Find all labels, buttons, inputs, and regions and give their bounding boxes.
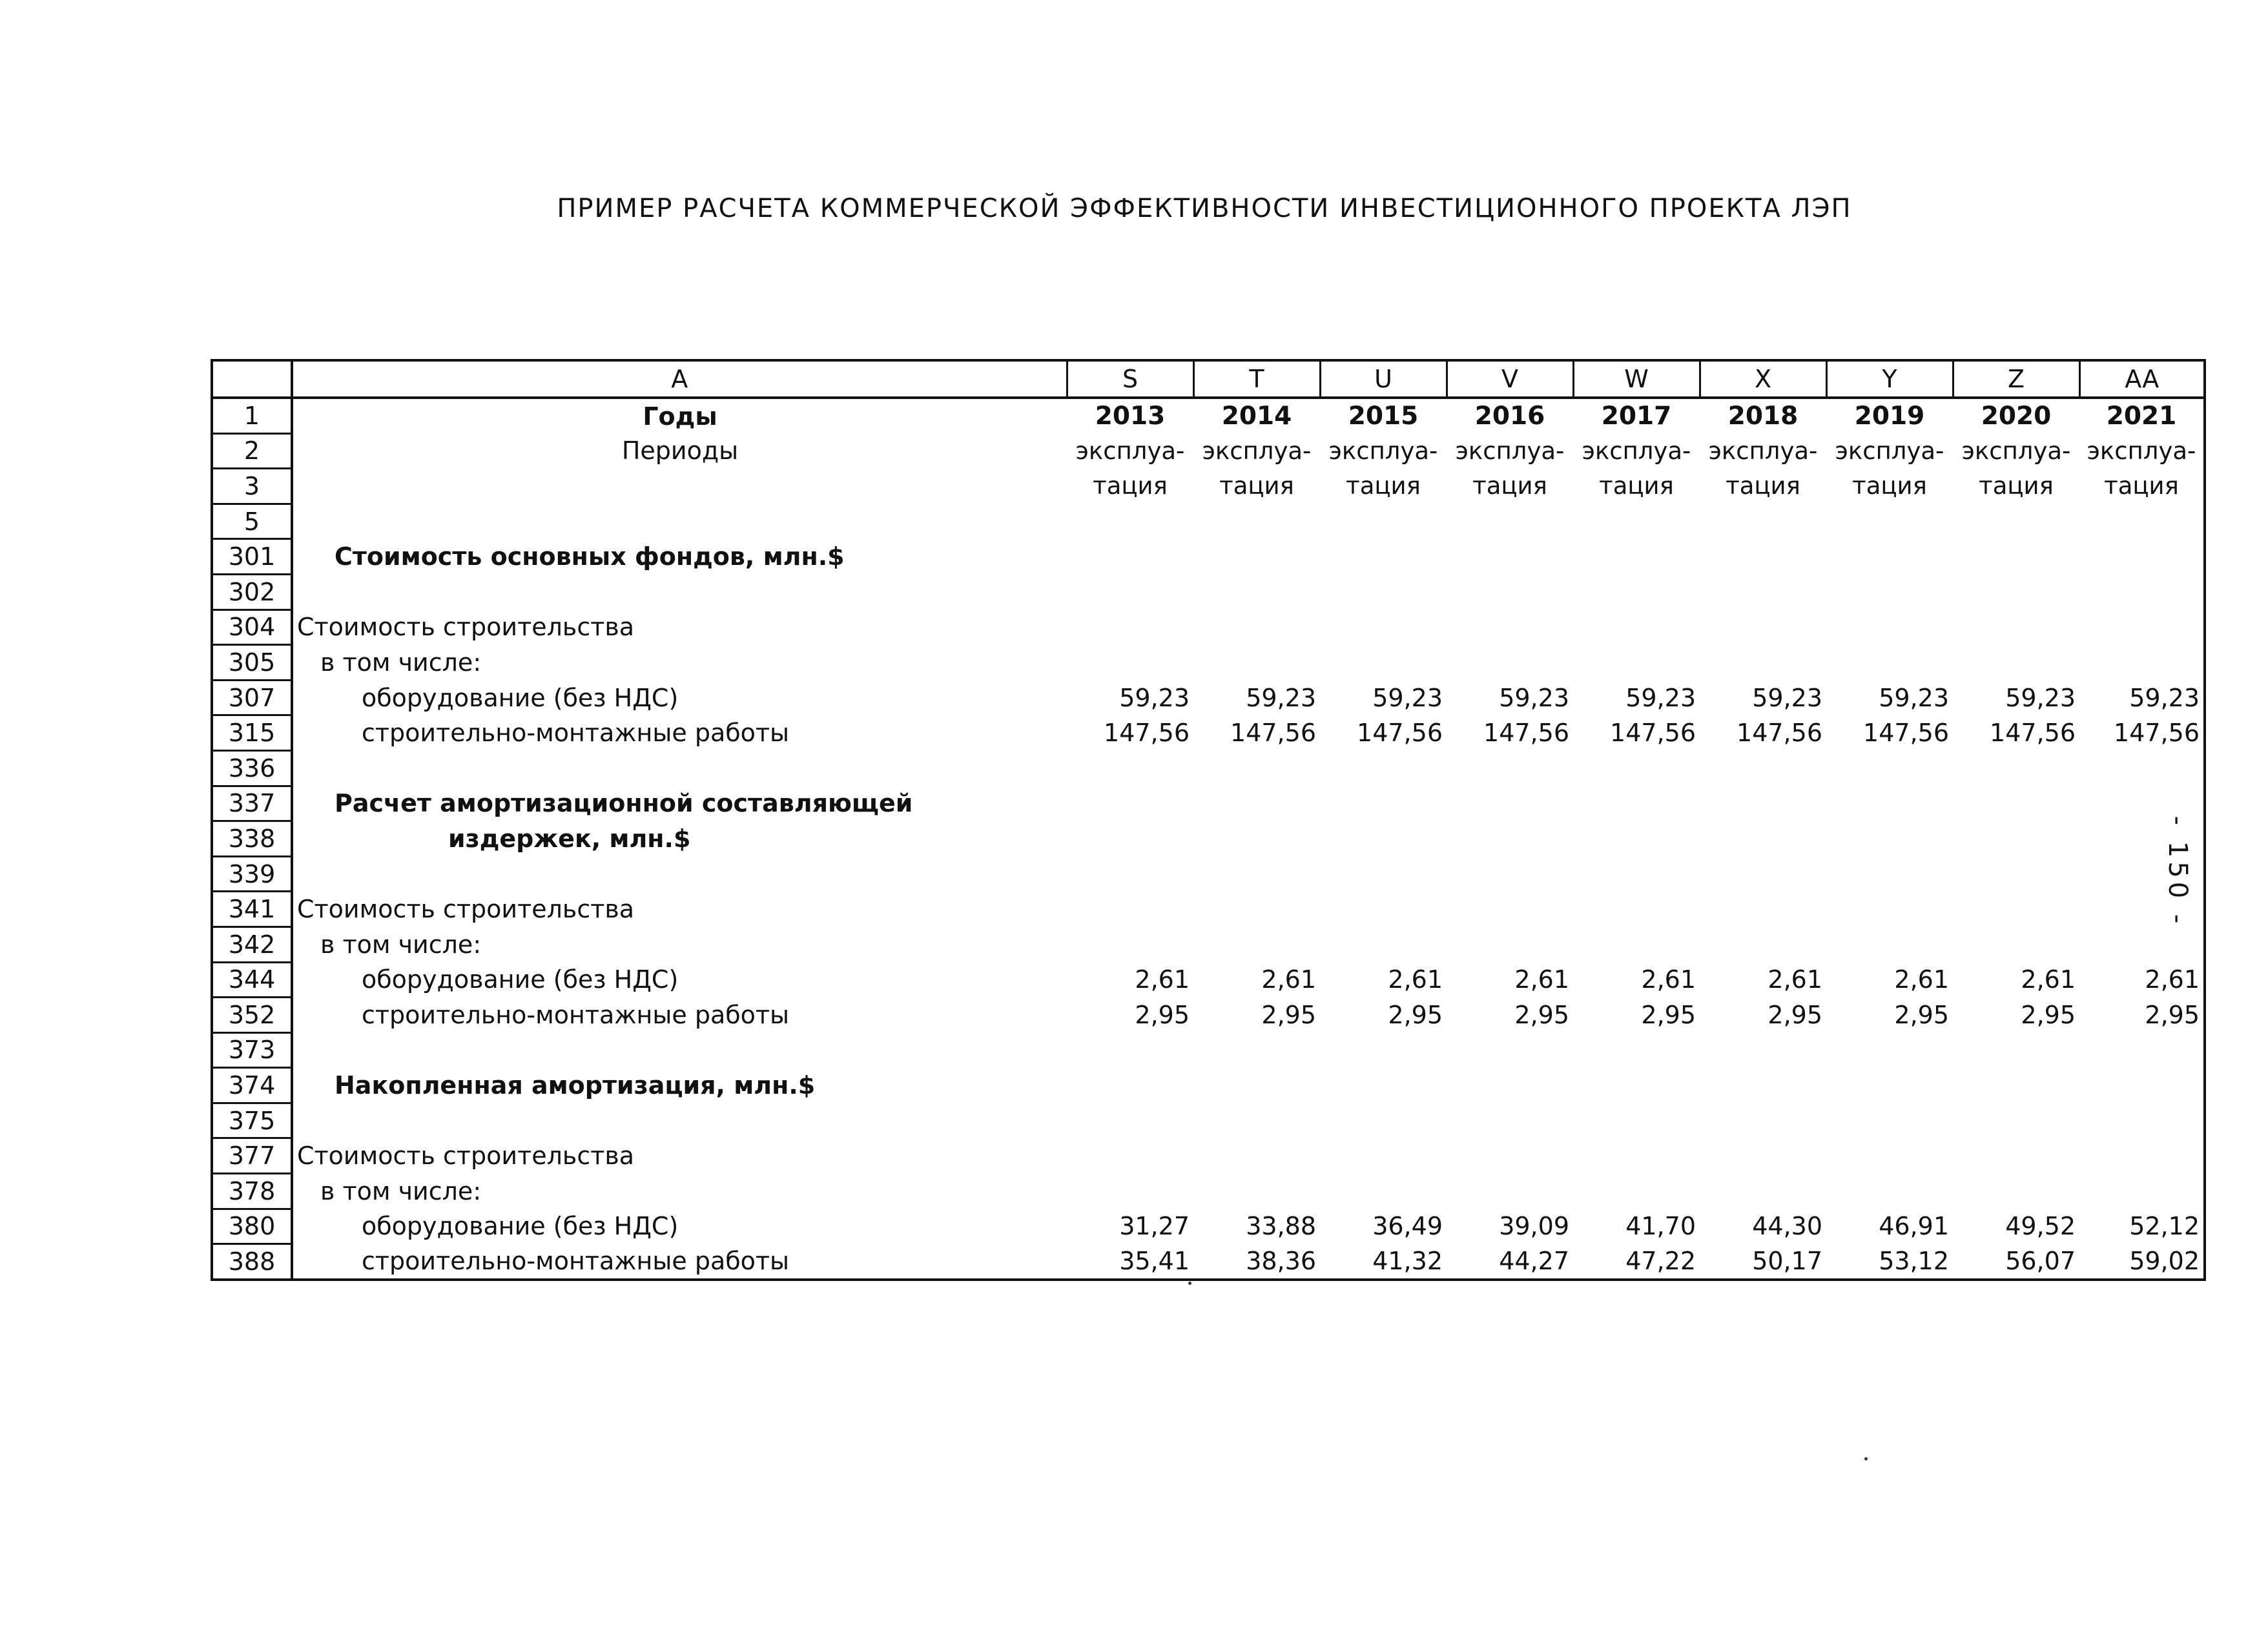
empty-cell xyxy=(1067,1174,2079,1209)
empty-cell xyxy=(1067,1138,2079,1174)
period-cell: тация xyxy=(1979,472,2054,500)
empty-cell xyxy=(292,574,2079,609)
row-label: Стоимость строительства xyxy=(297,895,635,924)
row-number: 338 xyxy=(212,821,292,857)
row-label: оборудование (без НДС) xyxy=(362,965,679,994)
empty-cell xyxy=(292,1103,2079,1138)
row-number: 315 xyxy=(212,715,292,751)
year-cell: 2021 xyxy=(2079,398,2205,433)
empty-cell xyxy=(2079,1032,2205,1068)
period-cell: эксплуа- xyxy=(1202,436,1312,465)
empty-cell xyxy=(1067,821,2079,857)
table-row xyxy=(212,962,2205,998)
value-cell: 2,95 xyxy=(1641,1000,1696,1029)
value-cell: 2,95 xyxy=(1514,1000,1569,1029)
value-cell: 147,56 xyxy=(1610,719,1696,748)
row-label: в том числе: xyxy=(320,1176,482,1205)
value-cell: 2,61 xyxy=(1894,965,1949,994)
value-cell: 2,95 xyxy=(1261,1000,1316,1029)
value-cell: 44,27 xyxy=(1447,1244,1573,1280)
period-cell: тация xyxy=(1219,472,1294,500)
table-row xyxy=(212,645,2205,681)
row-number: 307 xyxy=(212,680,292,715)
empty-cell xyxy=(2079,504,2205,539)
value-cell: 147,56 xyxy=(2079,715,2205,751)
period-cell: эксплуа- xyxy=(2079,433,2205,469)
empty-cell xyxy=(2079,892,2205,927)
column-header: AA xyxy=(2079,360,2205,398)
period-cell: тация xyxy=(1093,472,1168,500)
table-row xyxy=(212,1138,2205,1174)
section-title: Стоимость основных фондов, млн.$ xyxy=(335,542,845,571)
period-cell: тация xyxy=(2079,469,2205,504)
corner-cell xyxy=(212,360,292,398)
empty-cell xyxy=(2079,786,2205,821)
table-row xyxy=(212,927,2205,962)
value-cell: 59,23 xyxy=(1625,683,1696,712)
table-row xyxy=(212,504,2205,539)
table-row xyxy=(212,680,2205,715)
row-number: 304 xyxy=(212,609,292,645)
row-number: 337 xyxy=(212,786,292,821)
value-cell: 59,23 xyxy=(1752,683,1822,712)
value-cell: 147,56 xyxy=(1230,719,1316,748)
table-row xyxy=(212,539,2205,575)
row-number: 377 xyxy=(212,1138,292,1174)
value-cell: 2,61 xyxy=(1135,965,1190,994)
column-header: V xyxy=(1447,360,1573,398)
year-cell: 2018 xyxy=(1727,402,1799,431)
column-header-row xyxy=(212,360,2205,398)
row-number: 344 xyxy=(212,962,292,998)
value-cell: 33,88 xyxy=(1246,1212,1316,1241)
value-cell: 147,56 xyxy=(1483,719,1569,748)
year-cell: 2015 xyxy=(1348,402,1419,431)
period-cell: тация xyxy=(1852,472,1927,500)
value-cell: 59,02 xyxy=(2079,1244,2205,1280)
page-title: ПРИМЕР РАСЧЕТА КОММЕРЧЕСКОЙ ЭФФЕКТИВНОСТИ ИНВЕСТИЦИОННОГО ПРОЕКТА ЛЭП xyxy=(557,194,1852,223)
period-cell: эксплуа- xyxy=(1708,436,1818,465)
value-cell: 2,95 xyxy=(2079,998,2205,1033)
value-cell: 39,09 xyxy=(1499,1212,1569,1241)
empty-cell xyxy=(2079,750,2205,786)
value-cell: 53,12 xyxy=(1826,1244,1953,1280)
row-label: строительно-монтажные работы xyxy=(292,1244,1067,1280)
table-row xyxy=(212,892,2205,927)
row-number: 339 xyxy=(212,856,292,892)
table-row xyxy=(212,821,2205,857)
row-number: 375 xyxy=(212,1103,292,1138)
value-cell: 47,22 xyxy=(1573,1244,1700,1280)
value-cell: 59,23 xyxy=(2005,683,2076,712)
value-cell: 44,30 xyxy=(1752,1212,1822,1241)
empty-cell xyxy=(1067,1068,2079,1103)
empty-cell xyxy=(2079,609,2205,645)
row-number: 301 xyxy=(212,539,292,575)
value-cell: 2,61 xyxy=(2021,965,2076,994)
empty-cell xyxy=(1067,927,2079,962)
value-cell: 2,61 xyxy=(1768,965,1822,994)
year-cell: 2020 xyxy=(1981,402,2052,431)
row-number: 374 xyxy=(212,1068,292,1103)
value-cell: 147,56 xyxy=(1737,719,1822,748)
table-row xyxy=(212,750,2205,786)
row-number: 3 xyxy=(212,469,292,504)
value-cell: 59,23 xyxy=(1246,683,1316,712)
spreadsheet-table xyxy=(211,359,2206,1281)
scan-speck xyxy=(1188,1282,1191,1285)
value-cell: 41,70 xyxy=(1625,1212,1696,1241)
value-cell: 2,61 xyxy=(1388,965,1443,994)
empty-cell xyxy=(2079,1138,2205,1174)
empty-cell xyxy=(2079,856,2205,892)
year-cell: 2013 xyxy=(1095,402,1166,431)
period-cell: тация xyxy=(1472,472,1547,500)
value-cell: 59,23 xyxy=(1879,683,1949,712)
table-row xyxy=(212,1209,2205,1244)
period-cell: тация xyxy=(1599,472,1674,500)
year-cell: 2014 xyxy=(1221,402,1292,431)
value-cell: 147,56 xyxy=(1357,719,1443,748)
empty-cell xyxy=(292,469,1067,504)
period-cell: эксплуа- xyxy=(1328,436,1438,465)
section-title: Накопленная амортизация, млн.$ xyxy=(335,1071,816,1100)
empty-cell xyxy=(2079,574,2205,609)
table-row xyxy=(212,574,2205,609)
empty-cell xyxy=(292,504,2079,539)
empty-cell xyxy=(1067,609,2079,645)
value-cell: 2,61 xyxy=(1641,965,1696,994)
empty-cell xyxy=(292,750,2079,786)
value-cell: 2,61 xyxy=(2079,962,2205,998)
table-row xyxy=(212,1244,2205,1280)
value-cell: 2,95 xyxy=(1135,1000,1190,1029)
column-header: Y xyxy=(1826,360,1953,398)
value-cell: 59,23 xyxy=(1119,683,1190,712)
empty-cell xyxy=(1067,892,2079,927)
empty-cell xyxy=(2079,1103,2205,1138)
row-number: 380 xyxy=(212,1209,292,1244)
row-number: 378 xyxy=(212,1174,292,1209)
row-number: 336 xyxy=(212,750,292,786)
value-cell: 59,23 xyxy=(2079,680,2205,715)
year-cell: 2017 xyxy=(1601,402,1672,431)
column-header: X xyxy=(1700,360,1826,398)
value-cell: 38,36 xyxy=(1193,1244,1320,1280)
value-cell: 147,56 xyxy=(1863,719,1949,748)
value-cell: 59,23 xyxy=(1372,683,1443,712)
row-label: Стоимость строительства xyxy=(297,1142,635,1171)
table-row xyxy=(212,469,2205,504)
years-label: Годы xyxy=(643,402,717,431)
table-row xyxy=(212,715,2205,751)
empty-cell xyxy=(2079,1068,2205,1103)
row-number: 373 xyxy=(212,1032,292,1068)
period-cell: тация xyxy=(1726,472,1800,500)
row-number: 1 xyxy=(212,398,292,433)
period-cell: эксплуа- xyxy=(1455,436,1565,465)
table-row xyxy=(212,856,2205,892)
value-cell: 2,95 xyxy=(1388,1000,1443,1029)
section-title: Расчет амортизационной составляющей xyxy=(335,789,913,818)
empty-cell xyxy=(2079,1174,2205,1209)
value-cell: 46,91 xyxy=(1879,1212,1949,1241)
row-label: Стоимость строительства xyxy=(297,613,635,642)
value-cell: 2,95 xyxy=(1768,1000,1822,1029)
row-number: 342 xyxy=(212,927,292,962)
row-label: строительно-монтажные работы xyxy=(362,719,790,748)
row-number: 2 xyxy=(212,433,292,469)
section-title-continued: издержек, млн.$ xyxy=(448,824,691,853)
table-row xyxy=(212,1174,2205,1209)
column-header: W xyxy=(1573,360,1700,398)
column-header: S xyxy=(1067,360,1193,398)
row-number: 302 xyxy=(212,574,292,609)
row-number: 352 xyxy=(212,998,292,1033)
periods-label: Периоды xyxy=(621,436,739,466)
page-number: - 150 - xyxy=(2163,815,2192,928)
row-number: 305 xyxy=(212,645,292,681)
column-header: U xyxy=(1320,360,1447,398)
value-cell: 49,52 xyxy=(2005,1212,2076,1241)
row-number: 388 xyxy=(212,1244,292,1280)
empty-cell xyxy=(1067,786,2079,821)
row-number: 5 xyxy=(212,504,292,539)
value-cell: 50,17 xyxy=(1700,1244,1826,1280)
value-cell: 2,61 xyxy=(1514,965,1569,994)
empty-cell xyxy=(1067,539,2079,575)
value-cell: 52,12 xyxy=(2079,1209,2205,1244)
column-header: T xyxy=(1193,360,1320,398)
row-label: в том числе: xyxy=(320,930,482,959)
table-row xyxy=(212,786,2205,821)
empty-cell xyxy=(2079,539,2205,575)
year-cell: 2016 xyxy=(1474,402,1545,431)
period-cell: эксплуа- xyxy=(1075,436,1185,465)
row-label: оборудование (без НДС) xyxy=(362,1212,679,1241)
table-row xyxy=(212,433,2205,469)
table-row xyxy=(212,1032,2205,1068)
empty-cell xyxy=(1067,645,2079,681)
table-row xyxy=(212,1103,2205,1138)
table-row xyxy=(212,609,2205,645)
empty-cell xyxy=(2079,927,2205,962)
period-cell: эксплуа- xyxy=(1835,436,1944,465)
column-header: A xyxy=(292,360,1067,398)
period-cell: эксплуа- xyxy=(1582,436,1691,465)
value-cell: 2,95 xyxy=(1894,1000,1949,1029)
value-cell: 147,56 xyxy=(1104,719,1190,748)
value-cell: 36,49 xyxy=(1372,1212,1443,1241)
value-cell: 56,07 xyxy=(1953,1244,2079,1280)
period-cell: тация xyxy=(1346,472,1421,500)
table-row xyxy=(212,398,2205,433)
empty-cell xyxy=(292,856,2079,892)
row-number: 341 xyxy=(212,892,292,927)
value-cell: 2,61 xyxy=(1261,965,1316,994)
year-cell: 2019 xyxy=(1854,402,1925,431)
row-label: строительно-монтажные работы xyxy=(362,1000,790,1029)
table-row xyxy=(212,1068,2205,1103)
table-row xyxy=(212,998,2205,1033)
row-label: оборудование (без НДС) xyxy=(362,683,679,712)
period-cell: эксплуа- xyxy=(1961,436,2071,465)
value-cell: 2,95 xyxy=(2021,1000,2076,1029)
scan-speck xyxy=(1864,1457,1868,1460)
row-label: в том числе: xyxy=(320,648,482,677)
empty-cell xyxy=(2079,645,2205,681)
value-cell: 59,23 xyxy=(1499,683,1569,712)
empty-cell xyxy=(2079,821,2205,857)
column-header: Z xyxy=(1953,360,2079,398)
value-cell: 41,32 xyxy=(1320,1244,1447,1280)
empty-cell xyxy=(292,1032,2079,1068)
value-cell: 147,56 xyxy=(1990,719,2076,748)
value-cell: 35,41 xyxy=(1067,1244,1193,1280)
value-cell: 31,27 xyxy=(1119,1212,1190,1241)
